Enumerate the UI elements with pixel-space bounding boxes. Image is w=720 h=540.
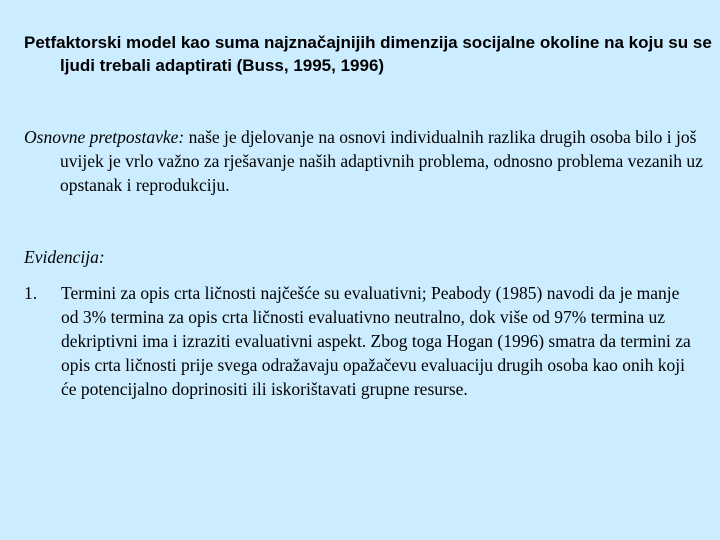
assumptions-text: naše je djelovanje na osnovi individualnih razlika drugih osoba bilo i još uvijek je vrlo važno za rješavanje naših adaptivnih problema, odnosno problema vezanih uz opstanak i reprodukciju. — [60, 127, 703, 195]
list-item-text: Termini za opis crta ličnosti najčešće su evaluativni; Peabody (1985) navodi da je manje od 3% termina za opis crta ličnosti evaluativno neutralno, dok više od 97% termina uz dekriptivni ima i izraziti evaluativni aspekt. Zbog toga Hogan (1996) smatra da termini za opis crta ličnosti prije svega odražavaju opažačevu evaluaciju drugih osoba kao onih koji će potencijalno doprinositi ili iskorištavati grupne resurse. — [61, 283, 691, 399]
slide-title: Petfaktorski model kao suma najznačajnijih dimenzija socijalne okoline na koju su se ljudi trebali adaptirati (Buss, 1995, 1996) — [24, 33, 712, 75]
evidence-list — [24, 281, 692, 401]
list-item — [24, 281, 692, 401]
evidence-heading-label: Evidencija: — [24, 247, 105, 267]
assumptions-paragraph — [24, 125, 720, 197]
list-item-number: 1. — [24, 283, 38, 303]
evidence-heading — [24, 245, 720, 269]
assumptions-label: Osnovne pretpostavke: — [24, 127, 185, 147]
